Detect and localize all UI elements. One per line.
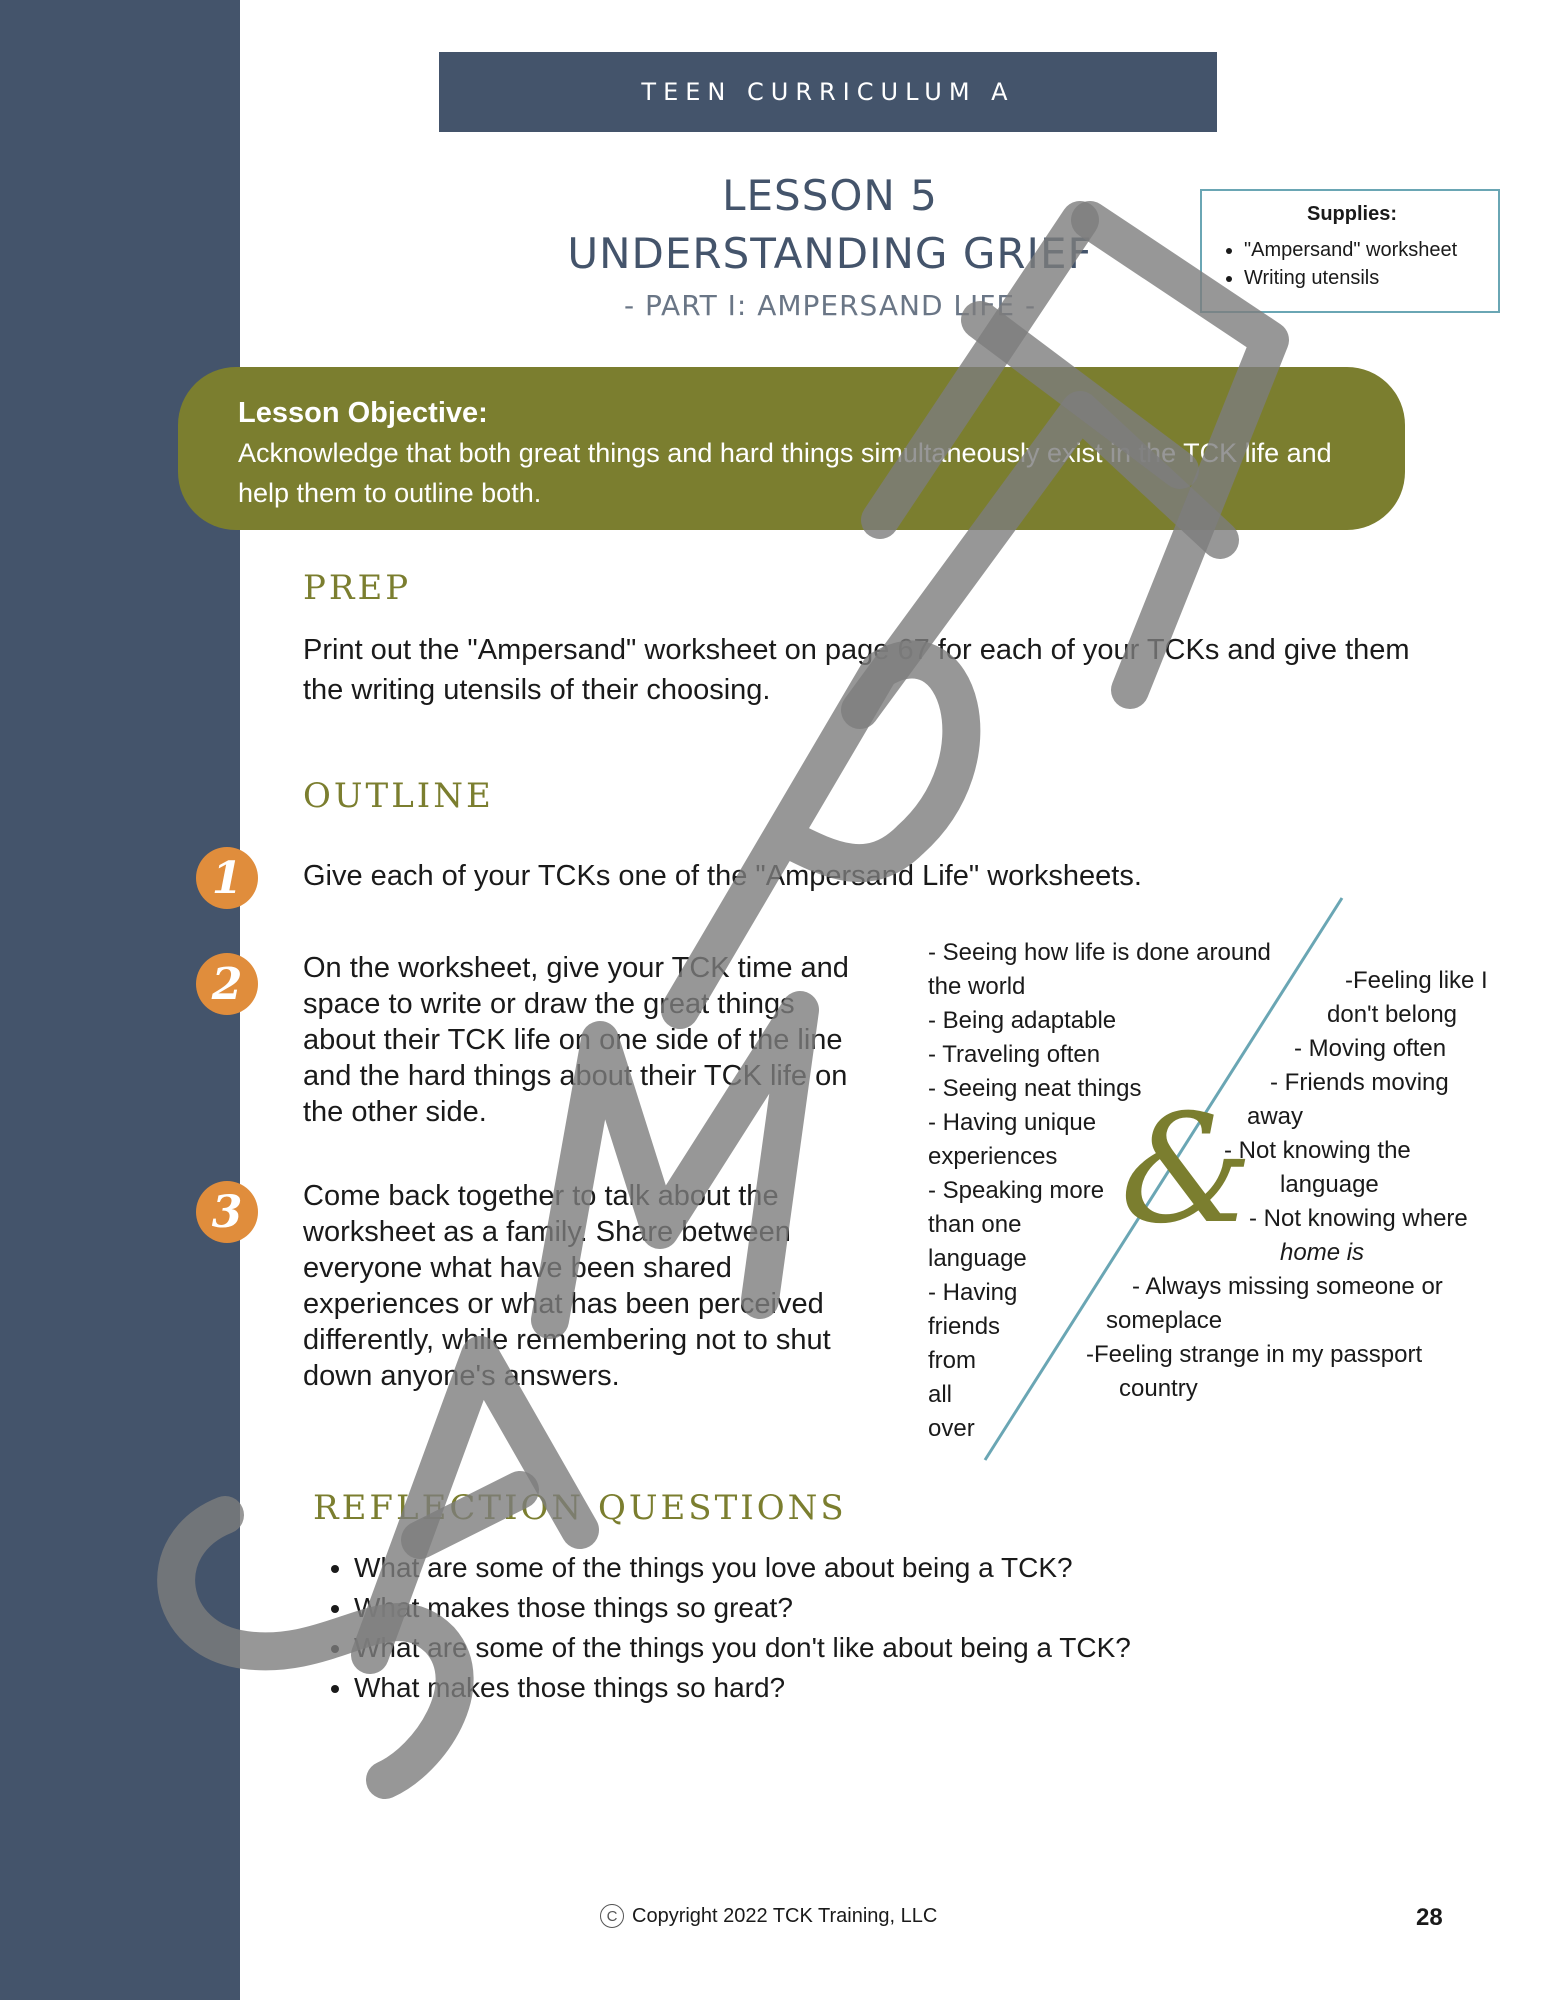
outline-heading: OUTLINE	[303, 776, 494, 816]
great-line: - Speaking more	[928, 1177, 1105, 1204]
reflection-question: • What makes those things so hard?	[354, 1668, 1131, 1708]
ampersand-symbol: &	[1120, 1083, 1254, 1257]
lesson-name: UNDERSTANDING GRIEF	[567, 229, 1093, 278]
step-3-text: Come back together to talk about the worksheet as a family. Share between everyone what have been shared experiences or what has been perceived differently, while remembering not to shut down anyone's answers.	[303, 1180, 831, 1392]
great-line: - Having unique	[928, 1109, 1097, 1136]
great-line: - Having	[928, 1279, 1018, 1306]
objective-text: Acknowledge that both great things and hard things simultaneously exist in the TCK life and help them to outline both.	[238, 438, 1332, 508]
great-line: - Being adaptable	[928, 1007, 1117, 1034]
reflection-question: • What makes those things so great?	[354, 1588, 1131, 1628]
hard-line: -Feeling strange in my passport	[1086, 1341, 1423, 1368]
supplies-item: • "Ampersand" worksheet	[1244, 236, 1482, 264]
great-line: friends	[928, 1313, 1001, 1340]
reflection-question: • What are some of the things you don't like about being a TCK?	[354, 1628, 1131, 1668]
great-line: from	[928, 1347, 976, 1374]
hard-line: someplace	[1106, 1307, 1223, 1334]
curriculum-banner: TEEN CURRICULUM A	[439, 52, 1217, 132]
step-2-number: 2	[196, 953, 258, 1015]
prep-text: Print out the "Ampersand" worksheet on page 67 for each of your TCKs and give them the writing utensils of their choosing.	[303, 634, 1410, 706]
copyright-icon: C	[600, 1904, 624, 1928]
great-line: language	[928, 1245, 1027, 1272]
great-line: experiences	[928, 1143, 1058, 1170]
great-line: all	[928, 1381, 953, 1408]
hard-line: - Friends moving	[1270, 1069, 1449, 1096]
hard-line: language	[1280, 1171, 1379, 1198]
supplies-item: • Writing utensils	[1244, 264, 1482, 292]
great-line: over	[928, 1415, 975, 1442]
step-2-text: On the worksheet, give your TCK time and space to write or draw the great things about their TCK life on one side of the line and the hard things about their TCK life on the other side.	[303, 952, 849, 1128]
hard-line: away	[1247, 1103, 1304, 1130]
hard-line: - Not knowing the	[1224, 1137, 1411, 1164]
step-1-number: 1	[196, 847, 258, 909]
lesson-number: LESSON 5	[722, 171, 938, 220]
prep-heading: PREP	[303, 568, 412, 608]
step-1-text: Give each of your TCKs one of the "Ampersand Life" worksheets.	[303, 860, 1142, 892]
page-number: 28	[1416, 1904, 1443, 1931]
reflection-heading: REFLECTION QUESTIONS	[313, 1488, 847, 1528]
hard-line: country	[1119, 1375, 1198, 1402]
great-line: - Seeing how life is done around	[928, 939, 1271, 966]
great-line: than one	[928, 1211, 1022, 1238]
supplies-title: Supplies:	[1306, 203, 1397, 225]
copyright-text: Copyright 2022 TCK Training, LLC	[632, 1904, 938, 1927]
footer-copyright	[600, 1904, 937, 1928]
hard-line: home is	[1280, 1239, 1365, 1266]
great-line: the world	[928, 973, 1026, 1000]
hard-line: - Not knowing where	[1249, 1205, 1468, 1232]
hard-line: -Feeling like I	[1345, 967, 1488, 994]
reflection-question: • What are some of the things you love about being a TCK?	[354, 1548, 1131, 1588]
hard-line: - Moving often	[1294, 1035, 1447, 1062]
hard-line: - Always missing someone or	[1132, 1273, 1443, 1300]
lesson-part: - PART I: AMPERSAND LIFE -	[623, 289, 1037, 322]
step-3-number: 3	[196, 1181, 258, 1243]
great-line: - Seeing neat things	[928, 1075, 1142, 1102]
objective-title: Lesson Objective:	[238, 397, 488, 429]
great-line: - Traveling often	[928, 1041, 1101, 1068]
worksheet-hard-list	[1060, 964, 1500, 1406]
reflection-questions	[318, 1548, 1131, 1708]
hard-line: don't belong	[1327, 1001, 1458, 1028]
